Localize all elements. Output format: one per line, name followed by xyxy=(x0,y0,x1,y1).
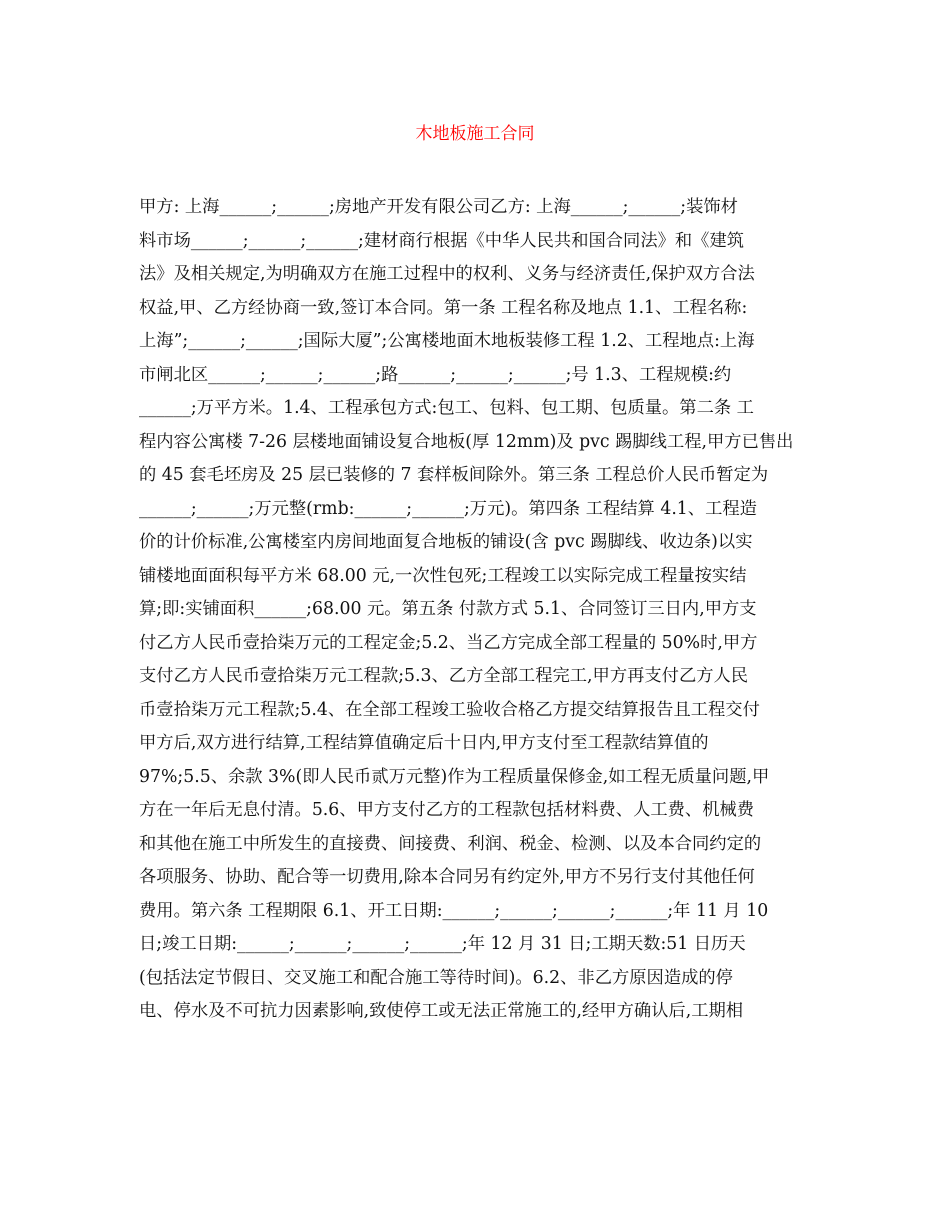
text-line: 方在一年后无息付清。5.6、甲方支付乙方的工程款包括材料费、人工费、机械费 xyxy=(139,800,755,820)
text-line: ______;万平方米。1.4、工程承包方式:包工、包料、包工期、包质量。第二条 工 xyxy=(139,398,754,418)
contract-body xyxy=(139,191,809,1029)
text-line: 价的计价标准,公寓楼室内房间地面复合地板的铺设(含 pvc 踢脚线、收边条)以实 xyxy=(139,532,753,552)
text-line: 日;竣工日期:______;______;______;______;年 12 月 31 日;工期天数:51 日历天 xyxy=(139,934,746,954)
document-title: 木地板施工合同 xyxy=(415,124,535,144)
text-line: 程内容公寓楼 7-26 层楼地面铺设复合地板(厚 12mm)及 pvc 踢脚线工程,甲方已售出 xyxy=(139,431,794,452)
text-line: 甲方: 上海______;______;房地产开发有限公司乙方: 上海______;______;装饰材 xyxy=(139,197,738,217)
text-line: 币壹拾柒万元工程款;5.4、在全部工程竣工验收合格乙方提交结算报告且工程交付 xyxy=(139,699,760,720)
text-line: 市闸北区______;______;______;路______;______;______;号 1.3、工程规模:约 xyxy=(139,364,732,385)
text-line: 支付乙方人民币壹拾柒万元工程款;5.3、乙方全部工程完工,甲方再支付乙方人民 xyxy=(139,666,749,686)
text-line: 电、停水及不可抗力因素影响,致使停工或无法正常施工的,经甲方确认后,工期相 xyxy=(139,1001,744,1021)
text-line: 的 45 套毛坯房及 25 层已装修的 7 套样板间除外。第三条 工程总价人民币暂定为 xyxy=(139,465,769,485)
text-line: 97%;5.5、余款 3%(即人民币贰万元整)作为工程质量保修金,如工程无质量问题,甲 xyxy=(139,766,770,787)
text-line: 权益,甲、乙方经协商一致,签订本合同。第一条 工程名称及地点 1.1、工程名称: xyxy=(139,297,748,318)
text-line: 和其他在施工中所发生的直接费、间接费、利润、税金、检测、以及本合同约定的 xyxy=(139,833,762,854)
text-line: 算;即:实铺面积______;68.00 元。第五条 付款方式 5.1、合同签订三日内,甲方支 xyxy=(139,599,757,619)
text-line: 付乙方人民币壹拾柒万元的工程定金;5.2、当乙方完成全部工程量的 50%时,甲方 xyxy=(139,632,758,653)
text-line: ______;______;万元整(rmb:______;______;万元)。第四条 工程结算 4.1、工程造 xyxy=(139,498,757,519)
text-line: 各项服务、协助、配合等一切费用,除本合同另有约定外,甲方不另行支付其他任何 xyxy=(139,867,755,887)
text-line: 甲方后,双方进行结算,工程结算值确定后十日内,甲方支付至工程款结算值的 xyxy=(139,733,709,753)
text-line: 上海”;______;______;国际大厦”;公寓楼地面木地板装修工程 1.2、工程地点:上海 xyxy=(139,331,755,351)
text-line: 费用。第六条 工程期限 6.1、开工日期:______;______;______;______;年 11 月 10 xyxy=(139,900,769,921)
text-line: 法》及相关规定,为明确双方在施工过程中的权利、义务与经济责任,保护双方合法 xyxy=(139,264,755,284)
text-line: (包括法定节假日、交叉施工和配合施工等待时间)。6.2、非乙方原因造成的停 xyxy=(139,967,733,988)
text-line: 料市场______;______;______;建材商行根据《中华人民共和国合同法》和《建筑 xyxy=(139,230,745,251)
text-line: 铺楼地面面积每平方米 68.00 元,一次性包死;工程竣工以实际完成工程量按实结 xyxy=(139,565,747,586)
